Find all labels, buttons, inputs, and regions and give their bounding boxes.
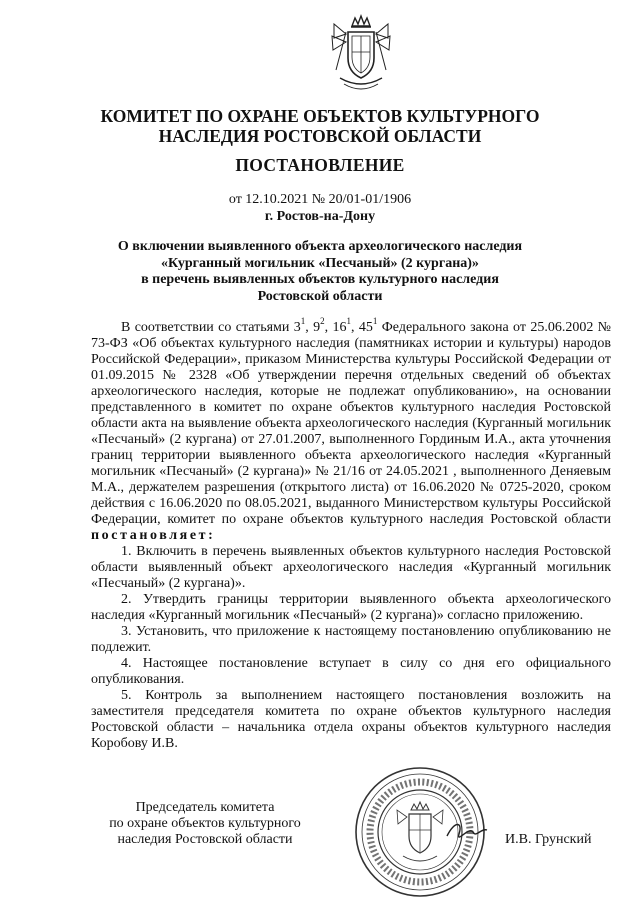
organization-title-line-1: КОМИТЕТ ПО ОХРАНЕ ОБЪЕКТОВ КУЛЬТУРНОГО (100, 106, 540, 126)
decision-item-4: 4. Настоящее постановление вступает в силу со дня его официального опубликования. (91, 656, 611, 687)
signatory-position-line-3: наследия Ростовской области (117, 832, 293, 847)
article-superscript-4: 1 (372, 316, 378, 327)
decision-item-1: 1. Включить в перечень выявленных объектов культурного наследия Ростовской области выявленный объект археологического наследия «Курганный могильник «Песчаный» (2 кургана)». (91, 544, 611, 591)
document-meta (60, 191, 580, 225)
article-superscript-1: 1 (300, 316, 306, 327)
subject-line-4: Ростовской области (257, 288, 383, 304)
article-separator-3: , 45 (351, 320, 373, 335)
signatory-position-line-1: Председатель комитета (135, 800, 275, 815)
decree-word: постановляет: (91, 528, 216, 543)
decision-item-3: 3. Установить, что приложение к настоящему постановлению опубликованию не подлежит. (91, 624, 611, 655)
signatory-position-line-2: по охране объектов культурного (109, 816, 301, 831)
subject-line-1: О включении выявленного объекта археологического наследия (117, 239, 523, 254)
preamble-paragraph (91, 316, 612, 528)
document-date-number: от 12.10.2021 № 20/01-01/1906 (228, 192, 412, 207)
article-separator-1: , 9 (305, 320, 321, 335)
organization-title-line-2: НАСЛЕДИЯ РОСТОВСКОЙ ОБЛАСТИ (158, 126, 482, 146)
signatory-position (90, 800, 320, 848)
document-city: г. Ростов-на-Дону (264, 209, 376, 224)
article-separator-2: , 16 (324, 320, 347, 335)
preamble-start: В соответствии со статьями 3 (121, 320, 301, 335)
official-seal-icon (345, 762, 495, 902)
decision-item-2: 2. Утвердить границы территории выявленного объекта археологического наследия «Курганный могильник «Песчаный» (2 кургана)» согласно приложению. (91, 592, 611, 623)
article-superscript-2: 2 (320, 316, 325, 327)
signatory-name: И.В. Грунский (505, 832, 592, 847)
document-type: ПОСТАНОВЛЕНИЕ (235, 155, 405, 175)
organization-title (60, 106, 580, 146)
subject-line-3: в перечень выявленных объектов культурного наследия (141, 272, 499, 287)
preamble-rest: Федерального закона от 25.06.2002 № 73-ФЗ «Об объектах культурного наследия (памятниках истории и культуры) народов Российской Федерации», приказом Министерства культуры Российской Федерации от 01.09.2015 № 2328 «Об утверждении перечня отдельных сведений об объектах археологического наследия, которые не подлежат опубликованию», на основании представленного в комитет по охране объектов культурного наследия Ростовской области акта на выявление объекта археологического наследия (Курганный могильник «Песчаный» (2 кургана) от 27.01.2007, выполненного Гординым И.А., акта уточнения границ территории выявленного объекта археологического наследия «Курганный могильник «Песчаный» (2 кургана)» № 21/16 от 24.05.2021 , выполненного Деняевым М.А., держателем разрешения (открытого листа) от 16.06.2020 № 0725-2020, сроком действия с 16.06.2020 по 08.05.2021, выданного Министерством культуры Российской Федерации, комитет по охране объектов культурного наследия Ростовской области (91, 320, 612, 527)
subject-line-2: «Курганный могильник «Песчаный» (2 кургана)» (161, 255, 479, 271)
article-superscript-3: 1 (346, 316, 351, 327)
document-subject (60, 239, 580, 305)
decision-item-5: 5. Контроль за выполнением настоящего постановления возложить на заместителя председателя комитета по охране объектов культурного наследия Ростовской области – начальника отдела охраны объектов культурного наследия Коробову И.В. (91, 688, 611, 751)
document-body (91, 316, 612, 752)
coat-of-arms-icon (330, 14, 392, 94)
